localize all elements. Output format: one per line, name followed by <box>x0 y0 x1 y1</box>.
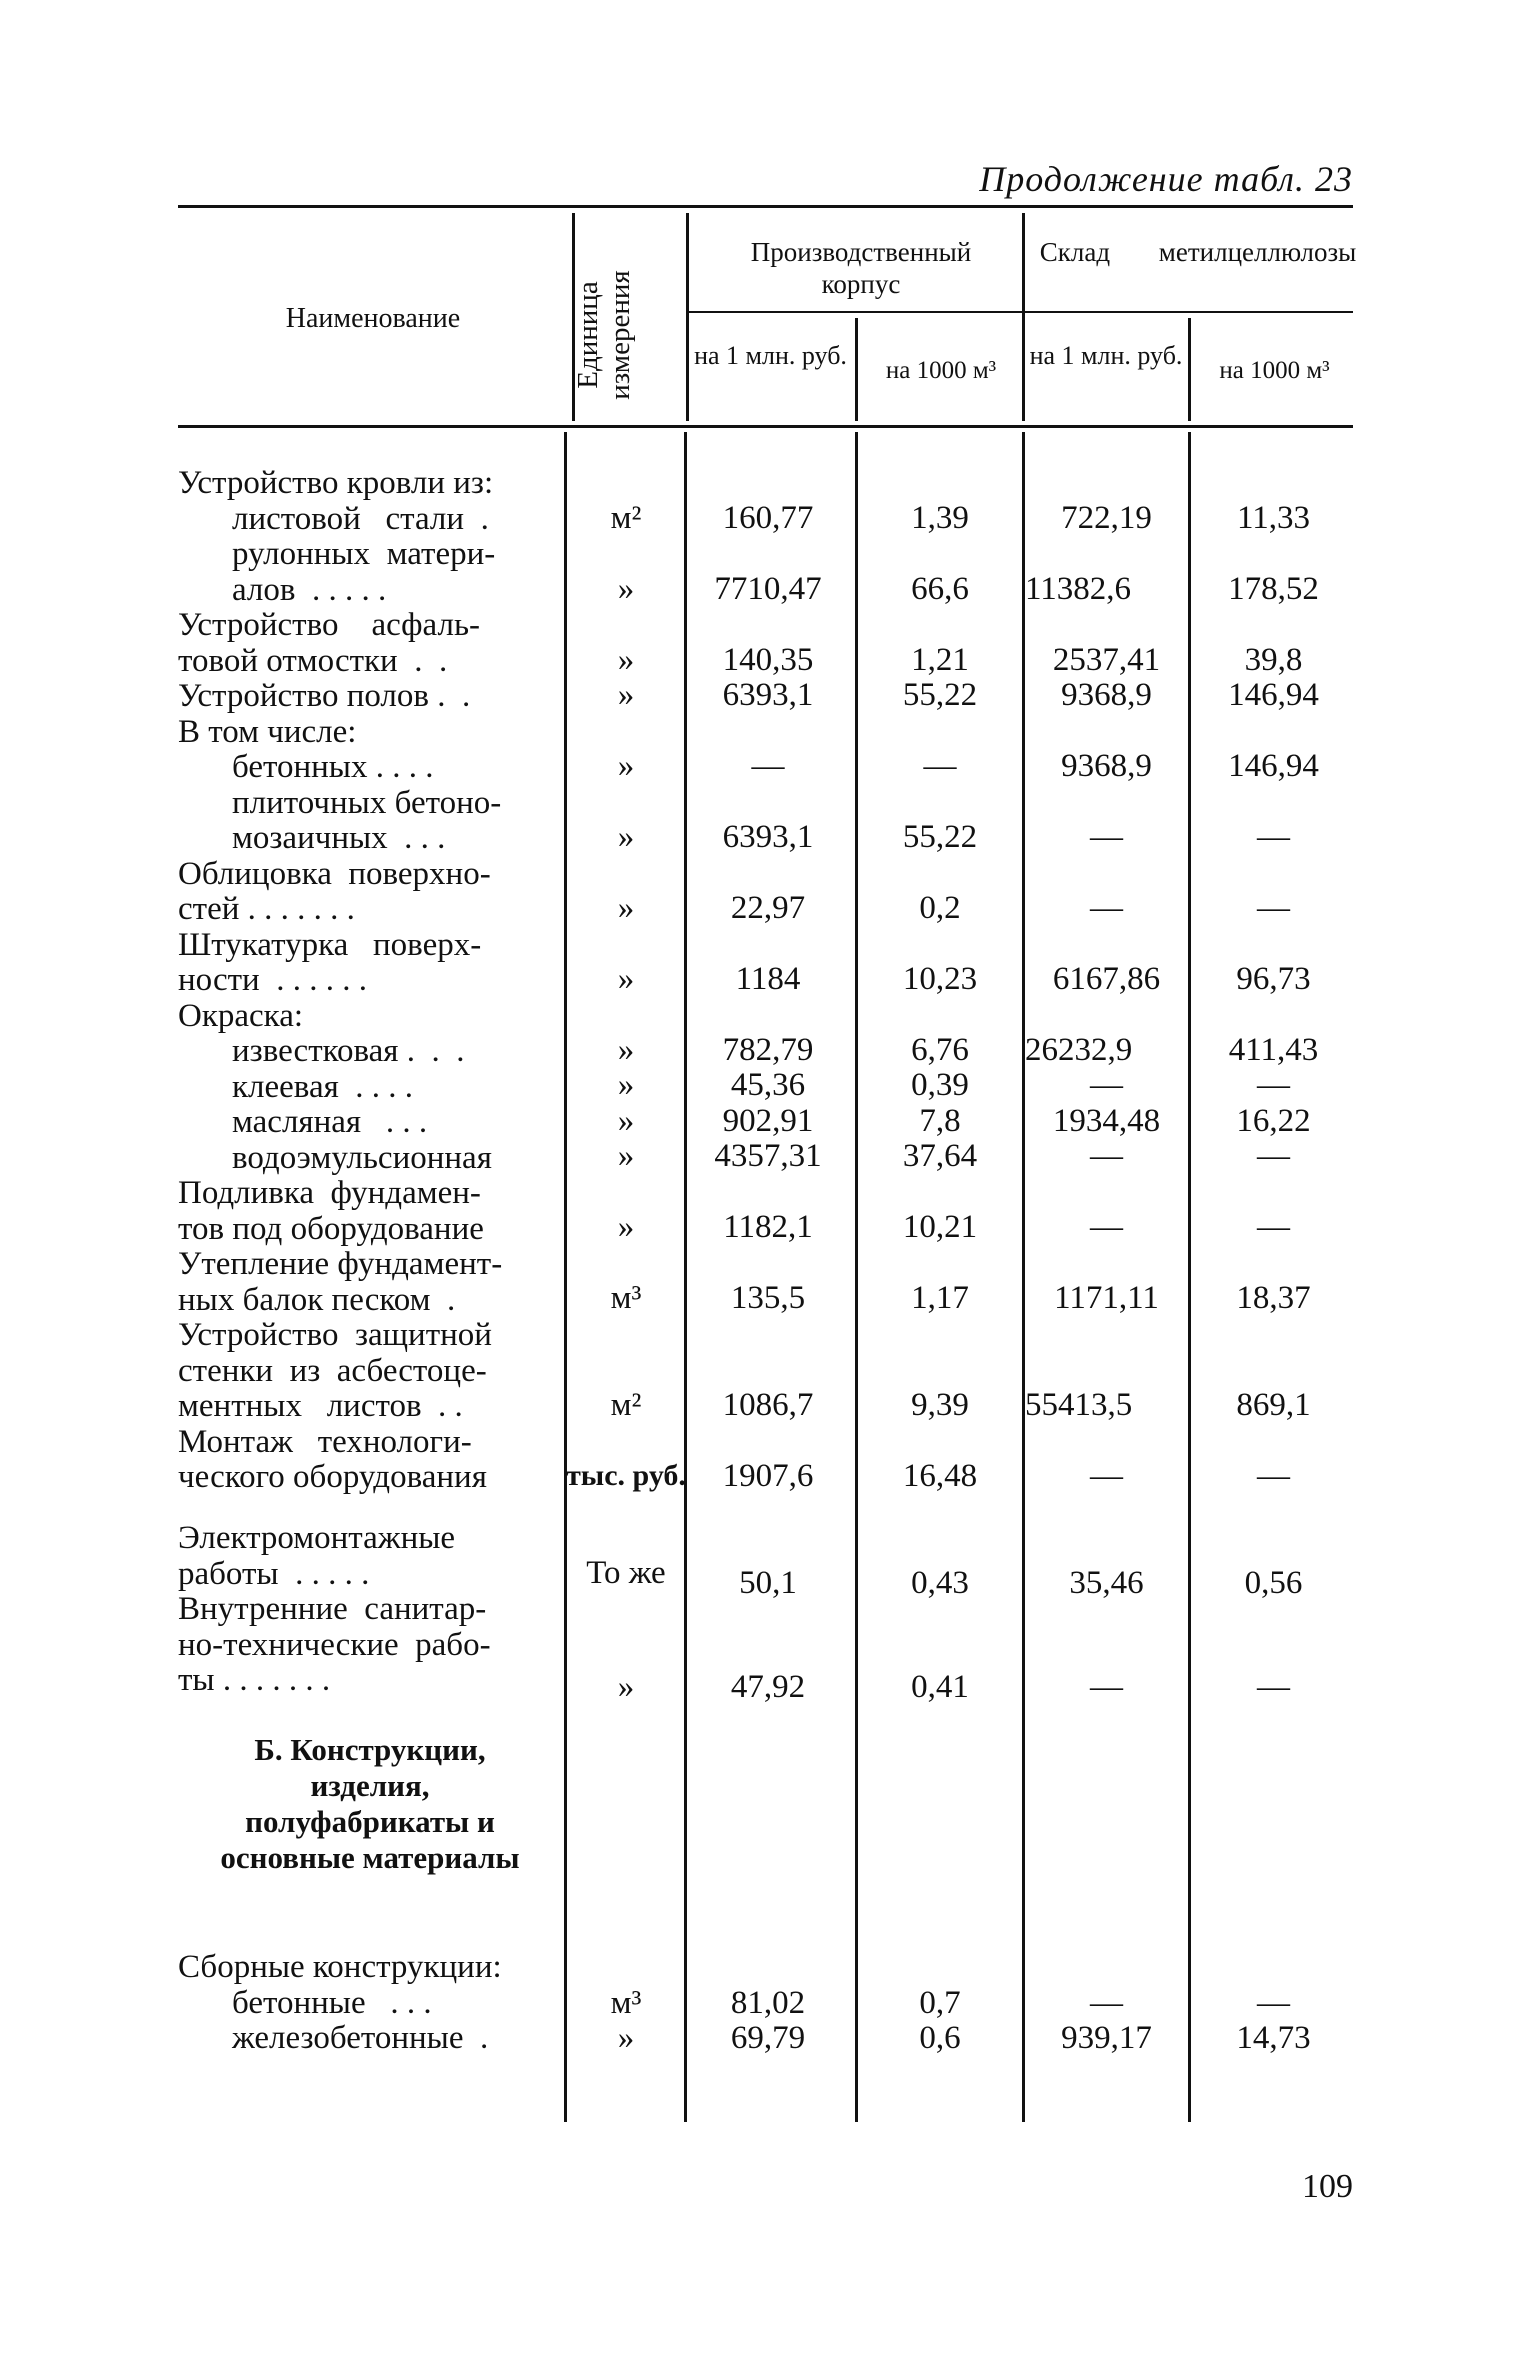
row-name: Подливка фундамен- <box>178 1175 481 1211</box>
unit-cell: » <box>617 1138 635 1174</box>
value-cell: 18,37 <box>1236 1280 1311 1316</box>
unit-cell: м³ <box>610 1280 642 1316</box>
unit-cell: » <box>617 1669 635 1705</box>
value-cell: 1,21 <box>911 642 969 678</box>
value-cell: 81,02 <box>730 1985 806 2021</box>
value-cell: 11382,6 <box>1025 571 1132 607</box>
value-cell: 411,43 <box>1228 1032 1319 1068</box>
value-cell: 37,64 <box>902 1138 978 1174</box>
unit-cell: » <box>617 571 635 607</box>
row-name: В том числе: <box>178 713 357 750</box>
value-cell: 0,39 <box>911 1067 969 1103</box>
value-cell: 135,5 <box>730 1280 806 1316</box>
unit-cell: тыс. руб. <box>566 1459 686 1492</box>
value-cell: 55413,5 <box>1025 1387 1133 1423</box>
value-cell: 55,22 <box>902 677 978 713</box>
row-name: ности . . . . . . <box>178 962 367 998</box>
header-sub1-per-1000: на 1000 м³ <box>885 357 997 384</box>
row-name: тов под оборудование <box>178 1210 484 1247</box>
value-cell: — <box>1257 1067 1290 1103</box>
row-name: ческого оборудования <box>178 1459 487 1495</box>
body-vline-unit <box>564 432 567 2122</box>
name-column <box>178 466 554 1496</box>
row-name: плиточных бетоно- <box>232 784 502 821</box>
value-cell: — <box>1090 1985 1123 2021</box>
value-cell: 160,77 <box>722 500 814 536</box>
page-number: 109 <box>1302 2168 1353 2205</box>
header-sub2-per-mln: на 1 млн. руб. <box>1029 341 1183 370</box>
value-cell: 1182,1 <box>723 1209 813 1245</box>
row-name: бетонных . . . . <box>232 749 434 785</box>
value-cell: 178,52 <box>1228 571 1319 607</box>
value-cell: 1086,7 <box>722 1387 814 1423</box>
value-cell: 7710,47 <box>714 571 822 607</box>
header-name: Наименование <box>285 303 461 334</box>
value-cell: 6393,1 <box>722 819 814 855</box>
value-cell: 0,6 <box>919 2020 961 2056</box>
value-cell: 55,22 <box>902 819 978 855</box>
value-cell: 6167,86 <box>1052 961 1161 997</box>
value-cell: 782,79 <box>722 1032 814 1068</box>
unit-cell: » <box>617 819 635 855</box>
unit-cell: м³ <box>610 1985 642 2021</box>
row-name: Устройство защитной <box>178 1317 492 1353</box>
value-cell: 902,91 <box>722 1103 814 1139</box>
header-group1: Производственный корпус <box>750 237 972 299</box>
value-cell: 96,73 <box>1236 961 1311 997</box>
row-name: известковая . . . <box>232 1033 465 1069</box>
value-cell: — <box>1090 890 1123 926</box>
value-cell: 146,94 <box>1228 748 1319 784</box>
unit-cell: » <box>617 2020 635 2056</box>
value-cell: 66,6 <box>911 571 969 607</box>
row-name: Штукатурка поверх- <box>178 926 482 963</box>
row-name: мозаичных . . . <box>232 820 446 856</box>
name-column-section-b <box>178 1950 554 2057</box>
value-cell: 9368,9 <box>1061 677 1152 713</box>
row-name: стенки из асбестоце- <box>178 1352 487 1389</box>
value-cell: — <box>1257 819 1290 855</box>
value-cell: 69,79 <box>730 2020 806 2056</box>
unit-cell: » <box>617 1103 635 1139</box>
value-cell: 146,94 <box>1228 677 1319 713</box>
row-name: Устройство асфаль- <box>178 607 480 643</box>
header-unit: Единица измерения <box>572 270 636 400</box>
value-cell: 47,92 <box>730 1669 806 1705</box>
row-name: ты . . . . . . . <box>178 1662 331 1698</box>
row-name: Электромонтажные <box>178 1520 456 1556</box>
value-cell: 4357,31 <box>714 1138 822 1174</box>
unit-cell: » <box>617 642 635 678</box>
value-cell: 16,22 <box>1236 1103 1311 1139</box>
value-cell: 9368,9 <box>1061 748 1152 784</box>
value-cell: — <box>1090 1458 1123 1494</box>
header-vline-sub2 <box>1188 318 1191 421</box>
value-cell: 16,48 <box>902 1458 978 1494</box>
body-vline-col1 <box>684 432 687 2122</box>
row-name: масляная . . . <box>232 1104 428 1140</box>
value-cell: — <box>1257 1985 1290 2021</box>
value-cell: 939,17 <box>1061 2020 1152 2056</box>
value-cell: — <box>751 748 785 784</box>
value-cell: — <box>1090 819 1123 855</box>
value-cell: 1,39 <box>911 500 969 536</box>
unit-cell: » <box>617 1067 635 1103</box>
unit-cell: То же <box>586 1555 666 1591</box>
value-cell: 2537,41 <box>1052 642 1161 678</box>
value-cell: 10,21 <box>902 1209 978 1245</box>
value-cell: — <box>1257 1209 1290 1245</box>
unit-cell: » <box>617 890 635 926</box>
unit-cell: » <box>617 1032 635 1068</box>
value-cell: 22,97 <box>730 890 806 926</box>
table-caption: Продолжение табл. 23 <box>979 159 1353 199</box>
value-cell: 14,73 <box>1236 2020 1311 2056</box>
value-cell: 1934,48 <box>1052 1103 1161 1139</box>
name-column-lower <box>178 1521 554 1699</box>
value-cell: 0,7 <box>919 1985 961 2021</box>
row-name: Окраска: <box>178 997 304 1034</box>
row-name: Монтаж технологи- <box>178 1423 472 1460</box>
value-cell: 26232,9 <box>1025 1032 1133 1068</box>
value-cell: 1,17 <box>911 1280 969 1316</box>
row-name: алов . . . . . <box>232 571 387 608</box>
header-vline-sub1 <box>855 318 858 421</box>
value-cell: 6,76 <box>911 1032 969 1068</box>
row-name: водоэмульсионная <box>232 1139 492 1176</box>
value-cell: 0,56 <box>1244 1565 1303 1601</box>
header-vline-group1 <box>686 213 689 421</box>
row-name: стей . . . . . . . <box>178 891 355 927</box>
row-name: ных балок песком . <box>178 1281 456 1318</box>
unit-cell: » <box>617 748 635 784</box>
value-cell: 50,1 <box>739 1565 797 1601</box>
section-b-title: Б. Конструкции, изделия, полуфабрикаты и основные материалы <box>220 1732 520 1875</box>
value-cell: 1184 <box>735 961 801 997</box>
row-name: Устройство полов . . <box>178 678 471 714</box>
value-cell: — <box>1090 1209 1123 1245</box>
header-sub1-per-mln: на 1 млн. руб. <box>694 341 847 370</box>
row-name: ментных листов . . <box>178 1388 463 1424</box>
row-name: Внутренние санитар- <box>178 1591 487 1627</box>
row-name: бетонные . . . <box>232 1984 432 2021</box>
value-cell: 6393,1 <box>722 677 814 713</box>
value-cell: 7,8 <box>919 1103 961 1139</box>
row-name: Сборные конструкции: <box>178 1949 502 1985</box>
value-cell: — <box>1257 1458 1290 1494</box>
header-sub2-per-1000: на 1000 м³ <box>1219 357 1330 384</box>
group-rule <box>686 311 1353 313</box>
unit-cell: » <box>617 1209 635 1245</box>
header-group2: Склад метилцеллюлозы <box>1039 237 1357 267</box>
value-cell: 11,33 <box>1236 500 1311 536</box>
value-cell: — <box>1090 1067 1123 1103</box>
unit-cell: м² <box>610 1387 642 1423</box>
unit-cell: м² <box>610 500 642 536</box>
value-cell: — <box>1090 1669 1123 1705</box>
value-cell: — <box>1090 1138 1123 1174</box>
value-cell: 0,41 <box>911 1669 969 1705</box>
value-cell: 0,43 <box>911 1565 969 1601</box>
value-cell: — <box>923 748 957 784</box>
value-cell: 140,35 <box>722 642 814 678</box>
value-cell: 45,36 <box>730 1067 806 1103</box>
header-bottom-rule <box>178 425 1353 428</box>
value-cell: — <box>1257 890 1290 926</box>
value-cell: 35,46 <box>1069 1565 1144 1601</box>
row-name: но-технические рабо- <box>178 1626 491 1663</box>
value-cell: 722,19 <box>1061 500 1152 536</box>
value-cell: 0,2 <box>919 890 961 926</box>
row-name: железобетонные . <box>232 2020 489 2056</box>
row-name: листовой стали . <box>232 500 489 537</box>
row-name: рулонных матери- <box>232 536 496 572</box>
value-cell: — <box>1257 1138 1290 1174</box>
value-cell: 869,1 <box>1236 1387 1311 1423</box>
row-name: клеевая . . . . <box>232 1068 414 1105</box>
row-name: Устройство кровли из: <box>178 465 494 501</box>
unit-cell: » <box>617 677 635 713</box>
value-cell: 1907,6 <box>722 1458 814 1494</box>
row-name: работы . . . . . <box>178 1555 370 1592</box>
unit-cell: » <box>617 961 635 997</box>
value-cell: — <box>1257 1669 1290 1705</box>
value-cell: 9,39 <box>911 1387 969 1423</box>
row-name: Облицовка поверхно- <box>178 855 491 892</box>
header-vline-group2 <box>1022 213 1025 421</box>
top-rule <box>178 205 1353 208</box>
value-cell: 39,8 <box>1244 642 1303 678</box>
row-name: товой отмостки . . <box>178 642 448 679</box>
row-name: Утепление фундамент- <box>178 1246 503 1282</box>
value-cell: 1171,11 <box>1054 1280 1159 1316</box>
value-cell: 10,23 <box>902 961 978 997</box>
